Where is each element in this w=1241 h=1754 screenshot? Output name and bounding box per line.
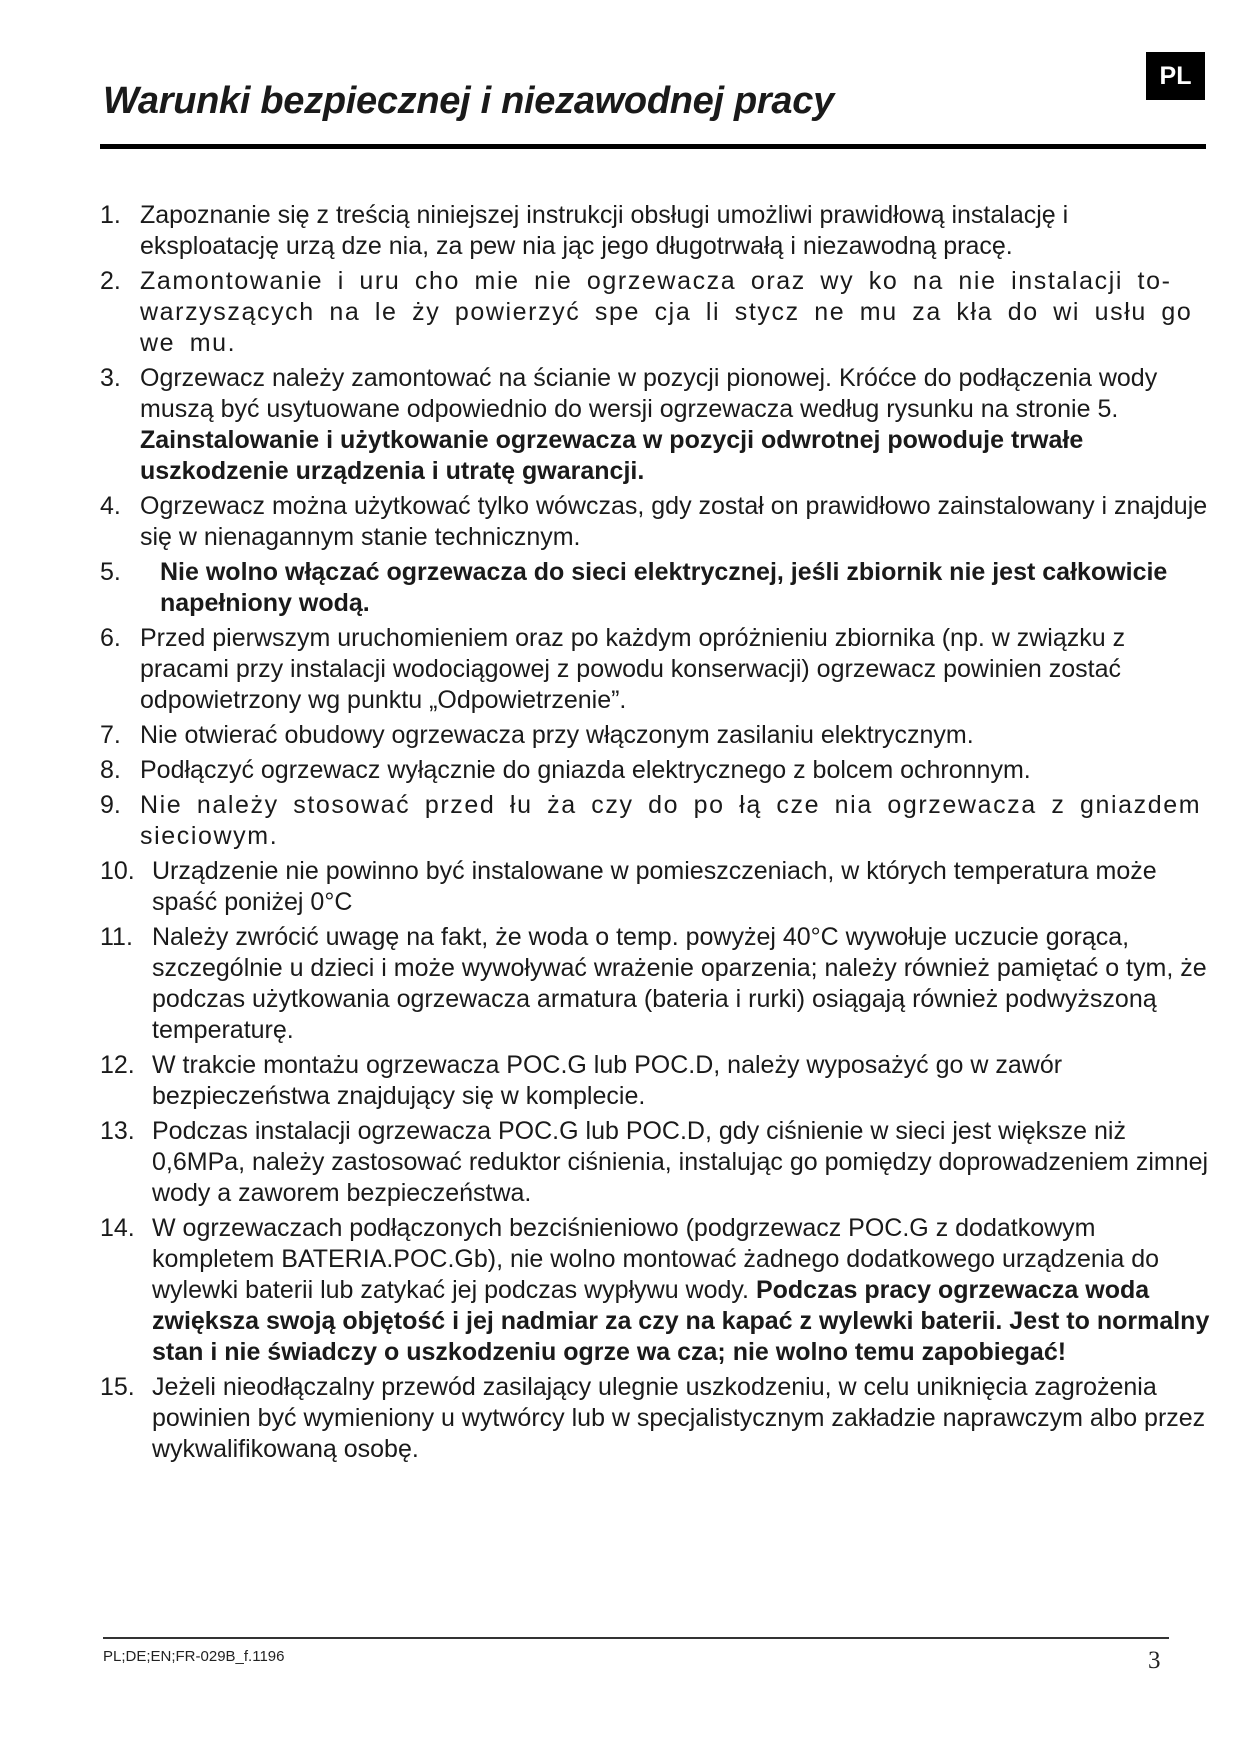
item-number: 4. (100, 492, 121, 520)
list-item-9 (100, 790, 1210, 852)
item-text: W ogrzewaczach podłączonych bezciśnieniowo (podgrzewacz POC.G z dodatkowym kompletem BATERIA.POC.Gb), nie wolno montować żadnego dodatkowego urządzenia do wylewki baterii lub zatykać jej podczas wypływu wody. (152, 1214, 1160, 1304)
document-code: PL;DE;EN;FR-029B_f.1196 (103, 1648, 285, 1665)
list-item-13 (100, 1116, 1210, 1209)
list-item-7 (100, 720, 1210, 751)
title-divider (100, 144, 1206, 149)
item-number: 6. (100, 624, 121, 652)
item-number: 1. (100, 201, 121, 229)
item-text-group (152, 1213, 1210, 1368)
list-item-5 (100, 557, 1210, 619)
list-item-8 (100, 755, 1210, 786)
list-item-14 (100, 1213, 1210, 1368)
item-text: Należy zwrócić uwagę na fakt, że woda o temp. powyżej 40°C wywołuje uczucie gorąca, szczególnie u dzieci i może wywoływać wrażenie oparzenia; należy również pamiętać o tym, że podczas użytkowania ogrzewacza armatura (bateria i rurki) osiągają również podwyższoną temperaturę. (152, 923, 1207, 1044)
item-warning-text: Nie wolno włączać ogrzewacza do sieci elektrycznej, jeśli zbiornik nie jest całkowicie napełniony wodą. (160, 558, 1168, 617)
item-text: Nie otwierać obudowy ogrzewacza przy włączonym zasilaniu elektrycznym. (140, 721, 974, 749)
item-number: 13. (100, 1117, 135, 1145)
item-number: 9. (100, 791, 121, 819)
list-item-1 (100, 200, 1210, 262)
item-text: Jeżeli nieodłączalny przewód zasilający ulegnie uszkodzeniu, w celu uniknięcia zagrożenia powinien być wymieniony u wytwórcy lub w specjalistycznym zakładzie naprawczym albo przez wykwalifikowaną osobę. (152, 1373, 1206, 1463)
item-text: Nie należy stosować przed łu ża czy do po łą cze nia ogrzewacza z gniazdem sieciowym. (140, 791, 1202, 850)
item-number: 14. (100, 1214, 135, 1242)
item-text: Ogrzewacz można użytkować tylko wówczas, gdy został on prawidłowo zainstalowany i znajduje się w nienagannym stanie technicznym. (140, 492, 1208, 551)
list-item-2 (100, 266, 1210, 359)
item-number: 5. (100, 558, 121, 586)
list-item-11 (100, 922, 1210, 1046)
footer-divider (103, 1637, 1169, 1639)
item-warning-text: Podczas pracy ogrzewacza woda zwiększa swoją objętość i jej nadmiar za czy na kapać z wylewki baterii. Jest to normalny stan i nie świadczy o uszkodzeniu ogrze wa cza; nie wolno temu zapobiegać! (152, 1276, 1210, 1366)
item-text: Przed pierwszym uruchomieniem oraz po każdym opróżnieniu zbiornika (np. w związku z pracami przy instalacji wodociągowej z powodu konserwacji) ogrzewacz powinien zostać odpowietrzony wg punktu „Odpowietrzenie”. (140, 624, 1126, 714)
safety-instructions-list (100, 200, 1210, 1469)
item-text: Urządzenie nie powinno być instalowane w pomieszczeniach, w których temperatura może spaść poniżej 0°C (152, 857, 1157, 916)
page-number: 3 (1148, 1647, 1161, 1674)
item-text: W trakcie montażu ogrzewacza POC.G lub POC.D, należy wyposażyć go w zawór bezpieczeństwa znajdujący się w komplecie. (152, 1051, 1063, 1110)
item-number: 10. (100, 857, 135, 885)
list-item-15 (100, 1372, 1210, 1465)
item-number: 2. (100, 267, 121, 295)
item-text: Zamontowanie i uru cho mie nie ogrzewacza oraz wy ko na nie instalacji towarzyszących na le ży powierzyć spe cja li stycz ne mu za kła do wi usłu go we mu. (140, 267, 1193, 357)
item-warning-text: Zainstalowanie i użytkowanie ogrzewacza w pozycji odwrotnej powoduje trwałe uszkodzenie urządzenia i utratę gwarancji. (140, 426, 1084, 485)
item-text: Zapoznanie się z treścią niniejszej instrukcji obsługi umożliwi prawidłową instalację i eksploatację urzą dze nia, za pew nia jąc jego długotrwałą i niezawodną pracę. (140, 201, 1069, 260)
item-text: Podłączyć ogrzewacz wyłącznie do gniazda elektrycznego z bolcem ochronnym. (140, 756, 1031, 784)
item-number: 15. (100, 1373, 135, 1401)
item-number: 8. (100, 756, 121, 784)
list-item-12 (100, 1050, 1210, 1112)
item-text-group (140, 363, 1210, 487)
list-item-4 (100, 491, 1210, 553)
item-number: 3. (100, 364, 121, 392)
item-text: Podczas instalacji ogrzewacza POC.G lub POC.D, gdy ciśnienie w sieci jest większe niż 0,6MPa, należy zastosować reduktor ciśnienia, instalując go pomiędzy doprowadzeniem zimnej wody a zaworem bezpieczeństwa. (152, 1117, 1209, 1207)
item-number: 11. (100, 923, 133, 951)
list-item-10 (100, 856, 1210, 918)
item-number: 7. (100, 721, 121, 749)
item-number: 12. (100, 1051, 135, 1079)
language-badge: PL (1146, 52, 1205, 100)
list-item-6 (100, 623, 1210, 716)
list-item-3 (100, 363, 1210, 487)
page-title: Warunki bezpiecznej i niezawodnej pracy (103, 80, 834, 122)
item-text: Ogrzewacz należy zamontować na ścianie w pozycji pionowej. Króćce do podłączenia wody muszą być usytuowane odpowiednio do wersji ogrzewacza według rysunku na stronie 5. (140, 364, 1158, 423)
